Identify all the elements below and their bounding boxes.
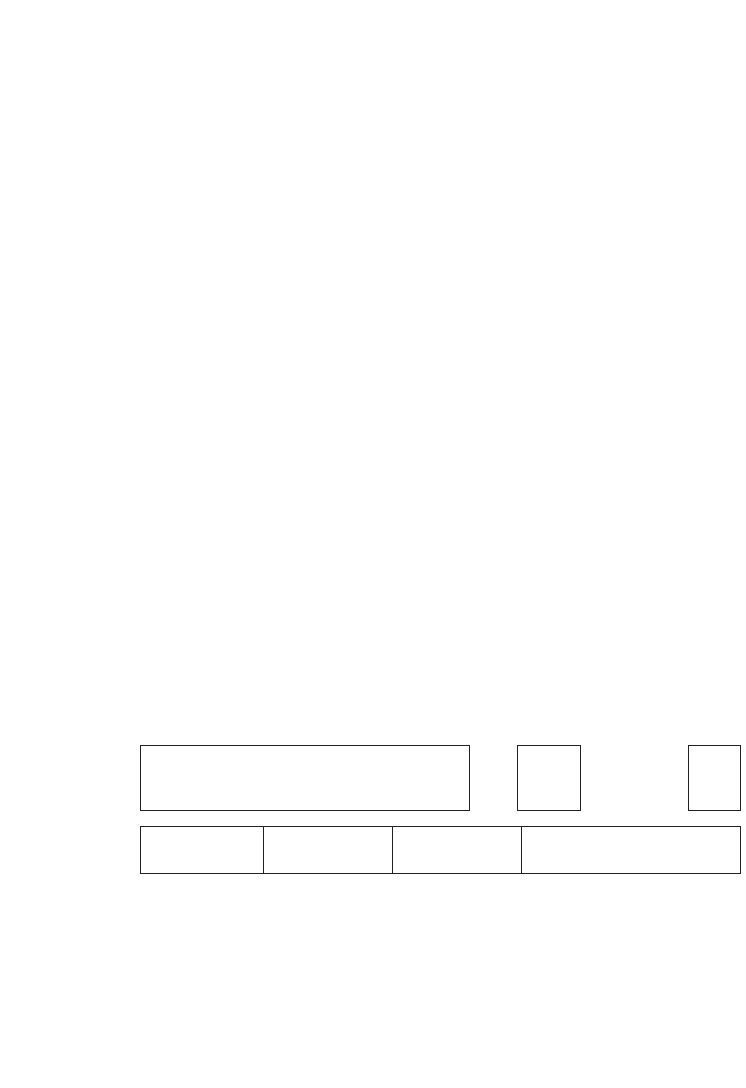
level-value [688,745,741,811]
code-value [517,745,581,811]
origin-box [140,826,741,874]
name-value [140,745,470,811]
